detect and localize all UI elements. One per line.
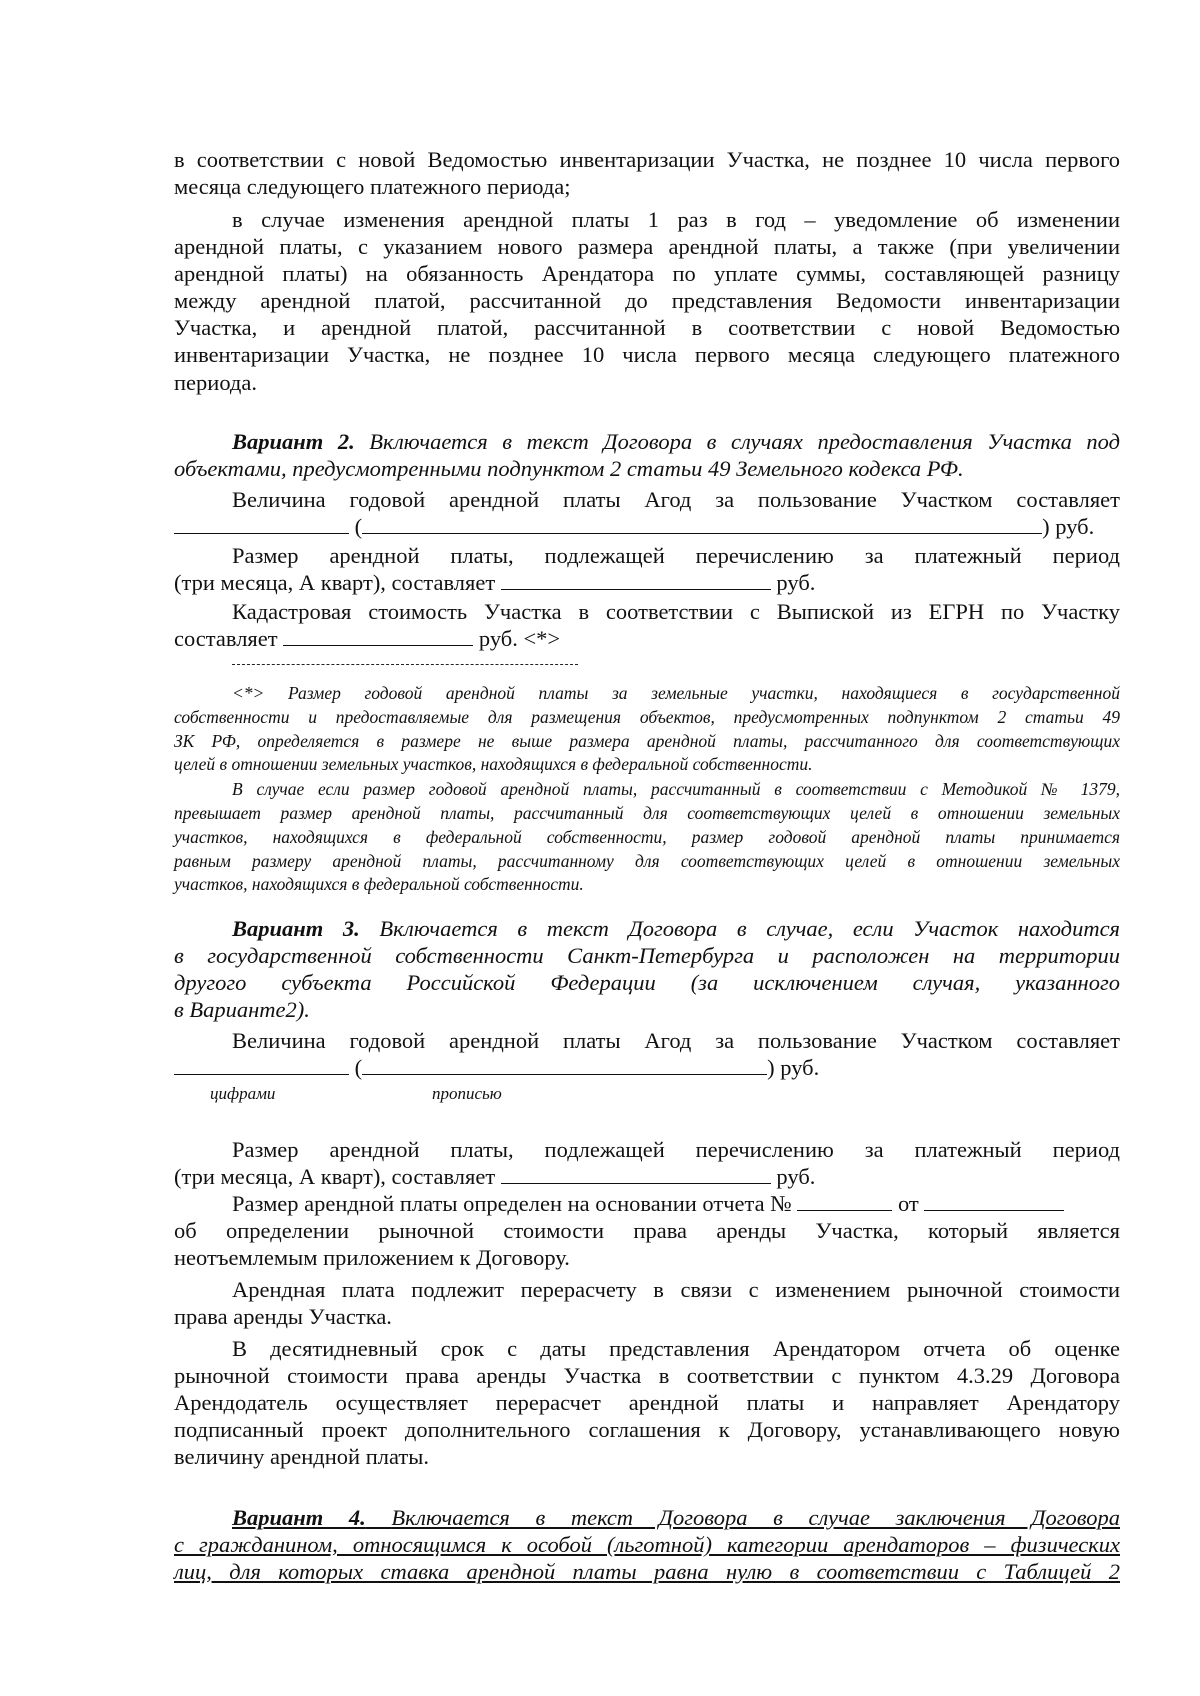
blank-field[interactable] [174,1054,349,1075]
paragraph-line: В десятидневный срок с даты представления Арендатором отчета об оценке [232,1336,1120,1361]
variant-4-heading-cont: лиц, для которых ставка арендной платы равна нулю в соответствии с Таблицей 2 [174,1559,1120,1584]
paragraph-line: в соответствии с новой Ведомостью инвентаризации Участка, не позднее 10 числа первого [174,147,1120,172]
fill-in-line: (три месяца, А кварт), составляет руб. [174,1164,816,1189]
blank-field[interactable] [283,625,473,646]
blank-field[interactable] [362,1054,767,1075]
footnote-line: ЗК РФ, определяется в размере не выше размера арендной платы, рассчитанного для соответствующих [174,731,1120,751]
fill-in-line: ( ) руб. [174,1054,1120,1083]
fill-in-line: Размер арендной платы определен на основании отчета № от [232,1190,1120,1219]
paragraph-line: Арендодатель осуществляет перерасчет арендной платы и направляет Арендатору [174,1390,1120,1415]
footnote-line: участков, находящихся в федеральной собственности, размер годовой арендной платы принимается [174,827,1120,847]
fill-in-line: составляет руб. <*> [174,626,561,651]
footnote-line: собственности и предоставляемые для размещения объектов, предусмотренных подпунктом 2 статьи 49 [174,707,1120,727]
paragraph-line: об определении рыночной стоимости права аренды Участка, который является [174,1218,1120,1243]
paragraph-line: рыночной стоимости права аренды Участка в соответствии с пунктом 4.3.29 Договора [174,1363,1120,1388]
footnote-line: превышает размер арендной платы, рассчитанный для соответствующих целей в отношении земельных [174,803,1120,823]
variant-3-heading-cont: в Варианте2). [174,997,310,1022]
variant-2-heading-cont: объектами, предусмотренными подпунктом 2 статьи 49 Земельного кодекса РФ. [174,456,964,481]
paragraph-line: инвентаризации Участка, не позднее 10 числа первого месяца следующего платежного [174,342,1120,367]
blank-field[interactable] [924,1190,1064,1211]
footnote-line: участков, находящихся в федеральной собственности. [174,874,584,894]
paragraph-line: Величина годовой арендной платы Агод за пользование Участком составляет [232,487,1120,512]
fill-in-line: (три месяца, А кварт), составляет руб. [174,570,816,595]
paragraph-line: Размер арендной платы, подлежащей перечислению за платежный период [232,1137,1120,1162]
variant-4-label: Вариант 4. [232,1505,366,1530]
paragraph-line: в случае изменения арендной платы 1 раз в год – уведомление об изменении [232,207,1120,232]
paragraph-line: арендной платы) на обязанность Арендатора по уплате суммы, составляющей разницу [174,261,1120,286]
blank-field[interactable] [501,569,771,590]
blank-field[interactable] [362,513,1042,534]
variant-3-heading-cont: в государственной собственности Санкт-Петербурга и расположен на территории [174,943,1120,968]
paragraph-line: Величина годовой арендной платы Агод за пользование Участком составляет [232,1028,1120,1053]
caption-words: прописью [432,1084,502,1103]
variant-3-heading: Вариант 3. Включается в текст Договора в случае, если Участок находится [232,916,1121,941]
paragraph-line: между арендной платой, рассчитанной до представления Ведомости инвентаризации [174,288,1120,313]
blank-field[interactable] [501,1163,771,1184]
variant-4-heading-cont: с гражданином, относящимся к особой (льготной) категории арендаторов – физических [174,1532,1120,1557]
paragraph-line: периода. [174,370,257,395]
fill-in-line: ( ) руб. [174,513,1120,542]
variant-3-heading-cont: другого субъекта Российской Федерации (за исключением случая, указанного [174,970,1120,995]
paragraph-line: Участка, и арендной платой, рассчитанной в соответствии с новой Ведомостью [174,315,1120,340]
blank-field[interactable] [797,1190,892,1211]
paragraph-line: Арендная плата подлежит перерасчету в связи с изменением рыночной стоимости [232,1277,1120,1302]
footnote-line: целей в отношении земельных участков, находящихся в федеральной собственности. [174,754,813,774]
paragraph-line: месяца следующего платежного периода; [174,174,571,199]
paragraph-line: Кадастровая стоимость Участка в соответствии с Выпиской из ЕГРН по Участку [232,599,1120,624]
caption-digits: цифрами [210,1084,276,1103]
paragraph-line: права аренды Участка. [174,1304,392,1329]
variant-2-label: Вариант 2. [232,429,355,454]
paragraph-line: подписанный проект дополнительного соглашения к Договору, устанавливающего новую [174,1417,1120,1442]
paragraph-line: арендной платы, с указанием нового размера арендной платы, а также (при увеличении [174,234,1120,259]
footnote-line: В случае если размер годовой арендной платы, рассчитанный в соответствии с Методикой № 1379, [232,779,1120,799]
blank-field[interactable] [174,513,349,534]
variant-3-label: Вариант 3. [232,916,360,941]
variant-4-heading: Вариант 4. Включается в текст Договора в случае заключения Договора [232,1505,1121,1530]
variant-2-heading: Вариант 2. Включается в текст Договора в случаях предоставления Участка под [232,429,1121,454]
footnote-line: <*> Размер годовой арендной платы за земельные участки, находящиеся в государственной [232,683,1120,703]
footnote-separator [232,664,578,665]
paragraph-line: величину арендной платы. [174,1444,429,1469]
paragraph-line: Размер арендной платы, подлежащей перечислению за платежный период [232,543,1120,568]
paragraph-line: неотъемлемым приложением к Договору. [174,1245,570,1270]
footnote-line: равным размеру арендной платы, рассчитанному для соответствующих целей в отношении земельных [174,851,1120,871]
